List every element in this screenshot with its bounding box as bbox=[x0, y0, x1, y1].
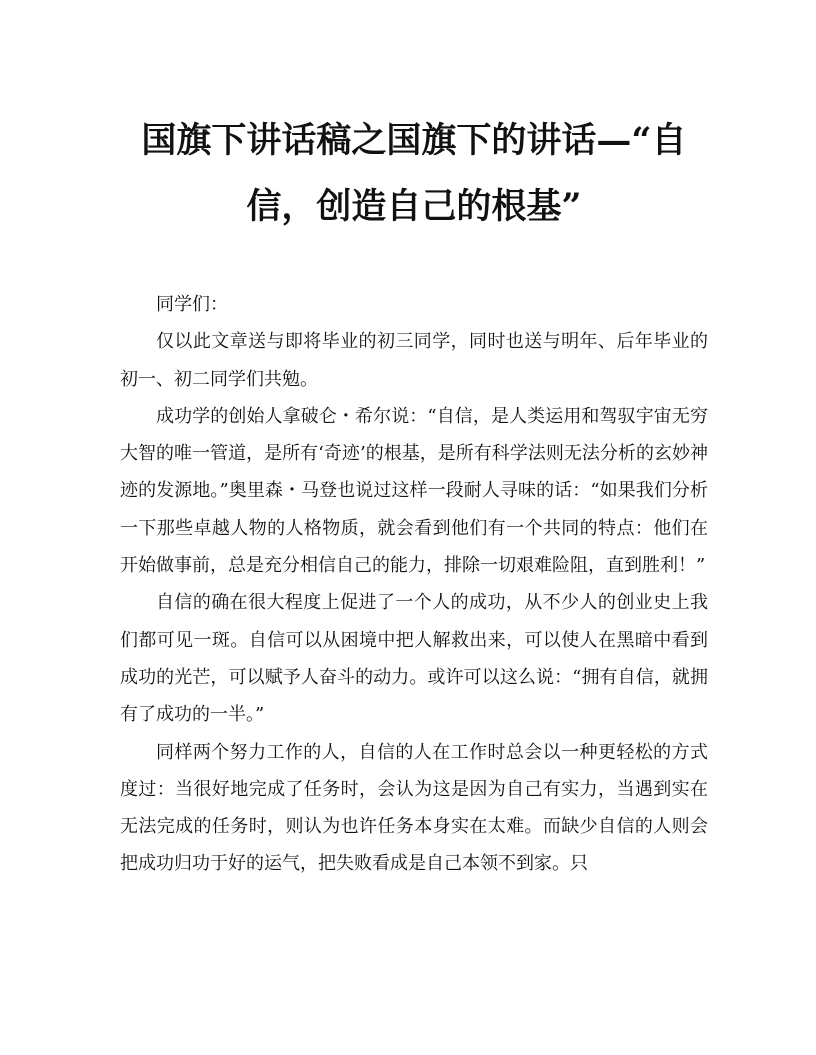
paragraph-greeting: 同学们： bbox=[156, 294, 228, 315]
paragraph-quotes: 成功学的创始人拿破仑・希尔说：“自信，是人类运用和驾驭宇宙无穷大智的唯一管道，是所有‘奇迹’的根基，是所有科学法则无法分析的玄妙神迹的发源地。”奥里森・马登也说过这样一段耐人寻味的话：“如果我们分析一下那些卓越人物的人格物质，就会看到他们有一个共同的特点：他们在开始做事前，总是充分相信自己的能力，排除一切艰难险阻，直到胜利！” bbox=[120, 405, 708, 577]
paragraph-comparison: 同样两个努力工作的人，自信的人在工作时总会以一种更轻松的方式度过：当很好地完成了任务时，会认为这是因为自己有实力，当遇到实在无法完成的任务时，则认为也许任务本身实在太难。而缺少自信的人则会把成功归功于好的运气，把失败看成是自己本领不到家。只 bbox=[120, 741, 708, 875]
document-title: 国旗下讲话稿之国旗下的讲话—“自信，创造自己的根基” bbox=[141, 120, 687, 227]
paragraph-dedication: 仅以此文章送与即将毕业的初三同学，同时也送与明年、后年毕业的初一、初二同学们共勉。 bbox=[120, 331, 708, 390]
document-body bbox=[120, 286, 708, 883]
paragraph-confidence-success: 自信的确在很大程度上促进了一个人的成功，从不少人的创业史上我们都可见一斑。自信可以从困境中把人解救出来，可以使人在黑暗中看到成功的光芒，可以赋予人奋斗的动力。或许可以这么说：“拥有自信，就拥有了成功的一半。” bbox=[120, 592, 708, 726]
